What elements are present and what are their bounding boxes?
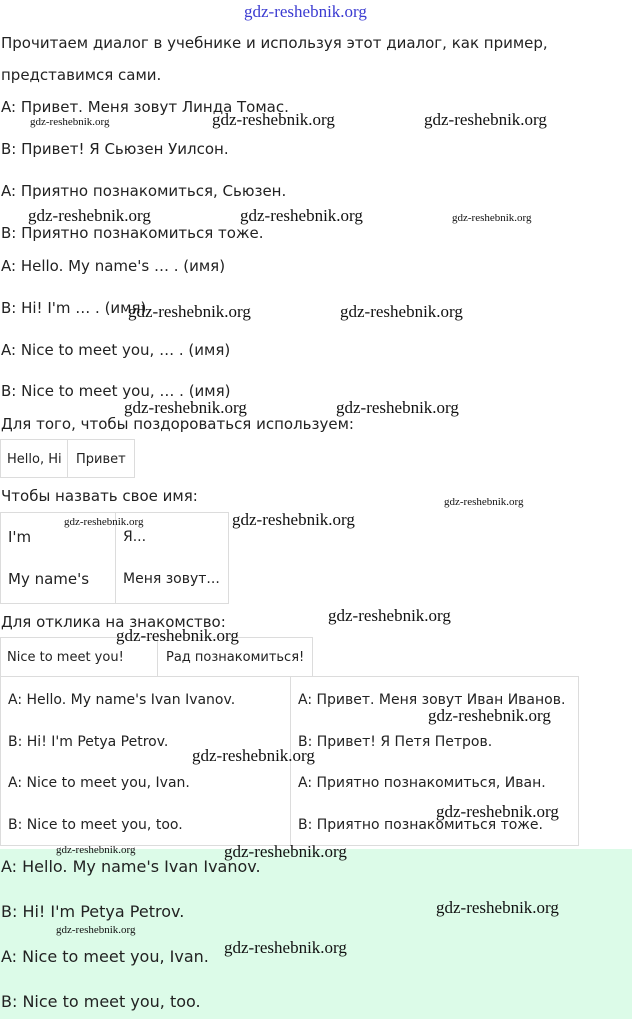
dialog-template-line-1: A: Hello. My name's … . (имя) [1,257,226,275]
dialog-template-line-2: B: Hi! I'm … . (имя) [1,299,147,317]
dialog-ru-line-2: B: Привет! Я Сьюзен Уилсон. [1,140,229,158]
watermark-large: gdz-reshebnik.org [192,746,315,765]
dialog-template-line-3: A: Nice to meet you, … . (имя) [1,341,231,359]
name-row2-ru: Меня зовут... [123,571,220,587]
watermark-large: gdz-reshebnik.org [124,398,247,417]
dialog-ru-line-4: B: Приятно познакомиться тоже. [1,224,264,242]
example-en-line-3: A: Nice to meet you, Ivan. [8,775,190,791]
answer-line-2: B: Hi! I'm Petya Petrov. [1,902,185,921]
watermark-large: gdz-reshebnik.org [424,110,547,129]
watermark-small: gdz-reshebnik.org [56,844,136,856]
dialog-ru-line-3: A: Приятно познакомиться, Сьюзен. [1,182,287,200]
watermark-small: gdz-reshebnik.org [64,516,144,528]
watermark-large: gdz-reshebnik.org [436,802,559,821]
watermark-large: gdz-reshebnik.org [428,706,551,725]
response-label: Для отклика на знакомство: [1,613,226,631]
name-row2-en: My name's [8,570,90,588]
name-label: Чтобы назвать свое имя: [1,487,198,505]
example-ru-line-2: B: Привет! Я Петя Петров. [298,734,493,750]
response-cell-ru: Рад познакомиться! [166,650,305,665]
watermark-small: gdz-reshebnik.org [30,116,110,128]
response-cell-en: Nice to meet you! [7,650,124,665]
example-ru-line-1: A: Привет. Меня зовут Иван Иванов. [298,692,566,708]
watermark-small: gdz-reshebnik.org [452,212,532,224]
watermark-large: gdz-reshebnik.org [328,606,451,625]
greeting-label: Для того, чтобы поздороваться используем: [1,415,354,433]
watermark-large: gdz-reshebnik.org [240,206,363,225]
example-en-line-4: B: Nice to meet you, too. [8,817,183,833]
watermark-large: gdz-reshebnik.org [336,398,459,417]
watermark-large: gdz-reshebnik.org [436,898,559,917]
answer-line-3: A: Nice to meet you, Ivan. [1,947,209,966]
example-en-line-2: B: Hi! I'm Petya Petrov. [8,734,169,750]
watermark-small: gdz-reshebnik.org [56,924,136,936]
watermark-large: gdz-reshebnik.org [340,302,463,321]
watermark-large: gdz-reshebnik.org [224,842,347,861]
answer-line-4: B: Nice to meet you, too. [1,992,201,1011]
watermark-large: gdz-reshebnik.org [128,302,251,321]
name-row1-ru: Я... [123,529,147,545]
answer-line-1: A: Hello. My name's Ivan Ivanov. [1,857,261,876]
intro-line-1: Прочитаем диалог в учебнике и используя этот диалог, как пример, [1,34,548,52]
watermark-top[interactable]: gdz-reshebnik.org [244,2,367,21]
watermark-small: gdz-reshebnik.org [444,496,524,508]
dialog-template-line-4: B: Nice to meet you, … . (имя) [1,382,231,400]
watermark-large: gdz-reshebnik.org [116,626,239,645]
name-row1-en: I'm [8,528,32,546]
intro-line-2: представимся сами. [1,66,162,84]
greeting-cell-en: Hello, Hi [7,452,62,467]
example-en-line-1: A: Hello. My name's Ivan Ivanov. [8,692,236,708]
example-ru-line-4: B: Приятно познакомиться тоже. [298,817,543,833]
watermark-large: gdz-reshebnik.org [224,938,347,957]
watermark-large: gdz-reshebnik.org [232,510,355,529]
watermark-large: gdz-reshebnik.org [28,206,151,225]
greeting-cell-ru: Привет [76,452,126,467]
dialog-ru-line-1: A: Привет. Меня зовут Линда Томас. [1,98,289,116]
example-ru-line-3: A: Приятно познакомиться, Иван. [298,775,546,791]
watermark-large: gdz-reshebnik.org [212,110,335,129]
